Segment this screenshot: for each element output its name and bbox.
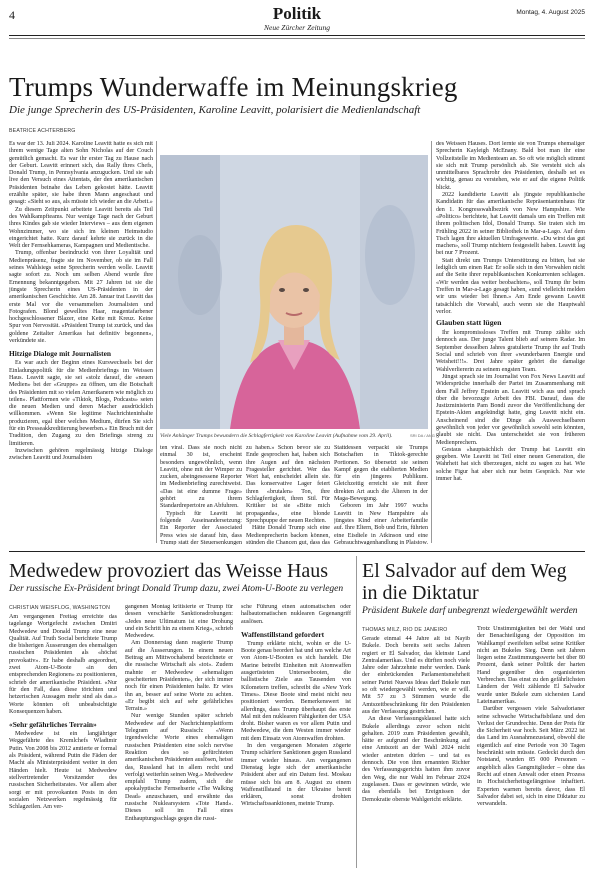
main-column-4 [334, 445, 428, 545]
main-col4-paras [334, 445, 428, 545]
paragraph: Es war der 13. Juli 2024. Karoline Leavitt hatte es sich mit ihrem wenige Tage alten Sohn Nicholas auf der Couch gemütlich gemacht. Es war ihr erster Tag zu Hause nach der Geburt. Leavitt erinnert sich, das Rally ihres Chefs, Donald Trump, in Pennsylvania anzugucken. Und sie sah live den Versuch eines Attentats, der den amerikanischen Präsidenten beinahe das Leben gekostet hätte. Leavitt erzählte später, sie habe ihren Mann angeschaut und gesagt: «Sieht so aus, als müsste ich wieder an die Arbeit.» [9, 141, 153, 206]
article3-headline: El Salvador auf dem Weg in die Diktatur [362, 560, 567, 604]
paragraph: zu haben.» Schon bevor sie zu Ende gesprochen hat, haben sich ihre Augen auf den nächsten Fragesteller gerichtet. Wer das Wort hat, entscheidet allein sie. Das konservative Lager feiert ihren «brutalen» Ton, ihre Schlagfertigkeit, ihren Stil. Für Kritiker ist sie «Bitte mich propaganda», eine blonde Sprechpuppe der neuen Rechten. [246, 445, 330, 524]
subhead-gefaehrliches-terrain: «Sehr gefährliches Terrain» [9, 720, 97, 730]
article3-dek: Präsident Bukele darf unbegrenzt wiedergewählt werden [362, 606, 578, 616]
photo-caption: Viele Anhänger Trumps bewundern die Schlagfertigkeit von Karoline Leavitt (Aufnahme vom 29. April). [160, 433, 393, 439]
paragraph: Trump, offenbar beeindruckt von ihrer Loyalität und Medienpräsenz, fragte sie im November, ob sie im Fall seines Wahlsiegs seine Sprecherin werden wolle. Leavitt sagte sofort zu. Noch um selben Abend wurde ihre Ernennung bekanntgegeben. Mit 27 Jahren ist sie die jüngste Sprecherin eines US-Präsidenten in der amerikanischen Geschichte. Am 28. Januar trat Leavitt das erste Mal vor die versammelten Journalisten und Fotografen. Blond gewelltes Haar, magentafarbener hochgeschlossener Blazer, eine Kette mit Kreuz. Keine Spur von Nervosität. «Präsident Trump ist zurück, und das goldene Zeitalter Amerikas hat definitiv begonnen», verkündete sie. [9, 250, 153, 345]
main-col5-paras [436, 141, 585, 316]
main-col1-paras [9, 141, 153, 345]
main-author: BEATRICE ACHTERBERG [9, 128, 76, 134]
main-column-2 [160, 445, 242, 545]
paragraph: ten viral. Dass sie noch nicht einmal 30 ist, erscheint besonders ungewöhnlich, wenn Leavitt, ohne mit der Wimper zu zucken, abeingesessene Reporter im Medienbriefing zurechtweist. «Das ist eine dumme Frage» gehört zu ihrem Standardrepertoire an Abfuhren. [160, 445, 242, 510]
subhead-hitzige-dialoge: Hitzige Dialoge mit Journalisten [9, 349, 112, 359]
article2-author: CHRISTIAN WEISFLOG, WASHINGTON [9, 605, 111, 611]
article2-col1-paras-b [9, 731, 117, 811]
paragraph: Geboren im Jahr 1997 wuchs Leavitt in New Hampshire als jüngstes Kind einer Arbeiterfamilie auf. Ihre Eltern, Bob und Erin, führten eine Eisdiele in Atkinson und eine Gebrauchtwagenhandlung in Plaistow. [334, 503, 428, 545]
article3-column-2 [477, 626, 585, 866]
article3-author: THOMAS MILZ, RIO DE JANEIRO [362, 627, 448, 633]
main-col3-paras [246, 445, 330, 545]
paragraph: Trump erklärte nicht, wohin er die U-Boote genau beordert hat und um welche Art von Atom-U-Booten es sich handelt. Die Marine betreibt Einheiten mit Atomwaffen ausgerüsteten Unterseebooten, die ballistische Ziele aus Tausenden von Kilometern treffen, schreibt die «New York Times». Diese Boote sind meist nicht neu positioniert werden. Bemerkenswert ist allerdings, dass Trump überhaupt das erste Mal mit den nuklearen Fähigkeiten der USA droht. Bisher waren es vor allem Putin und Medwedew, die dem Westen immer wieder mit dem Einsatz von Atomwaffen drohten. [241, 640, 351, 742]
paragraph: Statt direkt um Trumps Unterstützung zu bitten, bat sie lediglich um einen Rat: Er solle sich in den Vorwahlen nicht auf die Seite ihrer republikanischen Konkurrenten schlagen. «Wir werden das weiter beobachten», soll Trump ihr beim Treffen in Mar-a-Lago gesagt haben, «und vielleicht melden wir uns wieder bei Ihnen.» Am Ende gewann Leavitt tatsächlich die Vorwahl, auch wenn sie die Hauptwahl verlor. [436, 257, 585, 315]
paragraph: Nur wenige Stunden später schrieb Medwedew auf der Nachrichtenplattform Telegram auf Russisch: «Wenn irgendwelche Worte eines ehemaligen russischen Präsidenten eine solch nervöse Reaktion des so gefürchteten amerikanischen Präsidenten auslösen, heisst das, Russland hat in allem recht und verfolgt weiterhin seinen Weg.» Medwedew empfahl Trump zudem, sich die apokalyptische Fernsehserie «The Walking Dead» anzuschauen, und erwähnte das russische Nuklearsystem «Tote Hand». Dieses soll im Fall eines Enthauptungsschlags gegen die russi- [125, 713, 233, 822]
main-col2-paras [160, 445, 242, 545]
article2-col3-paras-b [241, 641, 351, 809]
column-divider [156, 141, 157, 543]
paragraph: Hätte Donald Trump sich eine Medienprecherin backen können, stünden die Chancen gut, dass das [246, 525, 330, 545]
paragraph: Medwedew ist ein langjähriger Weggefährte des Kremlchefs Wladimir Putin. Von 2008 bis 2012 amtierte er formal als Präsident, während Putin die Fäden der Macht als Ministerpräsident weiter in den Händen hielt. Heute ist Medwedew stellvertretender Vorsitzender des russischen Sicherheitsrates. Vor allem aber sorgt er mit provokanten Posts in den sozialen Netzwerken regelmässig für Schlagzeilen. Am ver- [9, 731, 117, 811]
header-rule [9, 35, 585, 36]
paragraph: Typisch für Leavitt ist folgende Auseinandersetzung: Ein Reporter der Associated Press wies sie darauf hin, dass Trump statt der Steuersenkungen [160, 510, 242, 545]
paragraph: Zu diesem Zeitpunkt arbeitete Leavitt bereits als Teil des Wahlkampfteams. Nur wenige Tage nach der Geburt ihres Kindes gab sie wieder Interviews – aus dem eigenen Wohnzimmer, wo sie sich im kleinen Heimstudio eingerichtet hatte. Kurz darauf kehrte sie zurück in die Welt der Fernsehkameras, Kampagnen und Medientische. [9, 206, 153, 250]
main-col5-paras-b [436, 330, 585, 483]
article3-column-1 [362, 636, 470, 866]
paragraph: Ihr kompromissloses Treffen mit Trump zählte sich dennoch aus. Der junge Talent blieb auf seinem Radar. Im September desselben Jahres gratulierte Trump ihr auf Truth Social und schrieb von ihrer «wunderbaren Energie und Weisheit!!!». Drei Jahre später gehört die damalige Wahlverliererin zu seinem engsten Team. [436, 330, 585, 373]
column-divider [356, 556, 357, 868]
subhead-waffenstillstand: Waffenstillstand gefordert [241, 629, 325, 639]
main-column-5 [436, 141, 585, 543]
main-column-1 [9, 141, 153, 543]
main-headline: Trumps Wunderwaffe im Meinungskrieg [9, 72, 458, 102]
issue-date: Montag, 4. August 2025 [516, 9, 585, 16]
paragraph: Darüber vergessen viele Salvadorianer seine schwache Wirtschaftsbilanz und den Verlust der Grundrechte. Denn der Preis für die Sicherheit war hoch. Seit März 2022 ist das Land im Ausnahmezustand, obwohl die eigentlich auf eine Periode von 30 Tagen beschränkt sein müsste. Gedeckt durch den Notstand, wurden 85 000 Personen – angeblich alles Gangmitglieder – ohne das Recht auf einen Anwalt oder einen Prozess in Hochsicherheitsgefängnisse inhaftiert. Experten warnen bereits davor, dass El Salvador dabei sei, sich in eine Diktatur zu verwandeln. [477, 706, 585, 808]
paragraph: Gerade einmal 44 Jahre alt ist Nayib Bukele. Doch bereits seit sechs Jahren regiert er El Salvador, das kleinste Land Zentralamerikas. Und es dürften noch viele Jahre oder Jahrzehnte mehr werden. Dank der einbrückenden Parlamentsmehrheit seiner Partei Nuevas Ideas darf Bukele nun so oft wiedergewählt werden, wie er will. Mit 57 zu 3 Stimmen wurde die Amtszeitbeschränkung für den Präsidenten aus der Verfassung gestrichen. [362, 636, 470, 715]
column-divider [431, 141, 432, 543]
paragraph: sche Führung einen automatischen oder halbautomatischen nuklearen Gegenangriff auslösen. [241, 604, 351, 625]
article3-col1-paras [362, 636, 470, 804]
article2-column-3 [241, 604, 351, 866]
page-number: 4 [9, 8, 15, 22]
main-dek: Die junge Sprecherin des US-Präsidenten, Karoline Leavitt, polarisiert die Medienlandschaft [9, 104, 421, 116]
photo-credit: SRI DA / ANG [410, 433, 435, 438]
article2-col3-paras [241, 604, 351, 626]
paragraph: Es war auch der Beginn eines Kurswechsels bei der Einladungspolitik für die Medienbriefings im Weissen Haus. Leavitt sagte, sie sei «stolz darauf, die «neuen Medien» bei der «Gruppe» zu öffnen, um die Botschaft des Präsidenten mit so vielen Amerikanern wie möglich zu teilen». Plattformen wie «Tiktok, Blogs, Podcasts» seien die neuen Medien und deren Macher ausdrücklich willkommen. «Wenn Sie legitime Nachrichteninhalte produzieren, egal über welches Medium, dürfen Sie sich für ein Presseakkreditierung bewerben.» Ein Bruch mit der Tradition, den Zugang zu den Briefings streng zu limitieren. [9, 360, 153, 447]
publication-name: Neue Zürcher Zeitung [264, 23, 330, 32]
paragraph: des Weissen Hauses. Dort lernte sie von Trumps ehemaliger Sprecherin Kayleigh McEnany. Bald bot man ihr eine Vollzeitstelle im Medienteam an. So oft wie möglich stimmt sie sich mit Trump persönlich ab. Sie versteht sich als unmittelbares Sprachrohr des Präsidenten, deshalb sei es wichtig, genau zu verstehen, wie er auf die eigene Politik blickt. [436, 141, 585, 191]
paragraph: An diese Verfassungsklausel hatte sich Bukele allerdings zuvor schon nicht gehalten. 2019 zum Präsidenten gewählt, hätte er aufgrund der Beschränkung auf eine Amtszeit an der Wahl 2024 nicht wieder antreten dürfen – und tat es dennoch. Die von ihm ernannten Richter des Verfassungsgerichts hatten ihm zuvor den Weg, die nur Wahl im Februar 2024 zugelassen. Dass er gewinnen würde, wie das ebenfalls bei Ereignissen der Demokratie oberste Wahlgericht erklärte. [362, 716, 470, 803]
section-rule [9, 551, 585, 552]
leavitt-photo-illustration [160, 155, 428, 429]
subhead-glauben: Glauben statt lügen [436, 318, 502, 328]
paragraph: Am Donnerstag dann reagierte Trump auf die Äusserungen. In einem neuen Beitrag am Mittwochabend bezeichnete er die russische Wirtschaft als «tot». Zudem mahnte er Medwedew «ehemaligen gescheiterten Präsidenten», der sich immer noch für einen Präsidenten halte. Er wies ihn an, besser auf seine Worte zu achten. «Er begibt sich auf sehr gefährliches Terrain.» [125, 640, 233, 713]
paragraph: Am vergangenen Freitag erreichte das tagelange Wortgefecht zwischen Dmitri Medwedew und Donald Trump eine neue Qualität. Auf Truth Social berichtete Trump die bisherigen Äusserungen des ehemaligen russischen Präsidenten als «höchst provokativ». Er habe deshalb angeordnet, zwei Atom-U-Boote «in den entsprechenden Regionen» zu positionieren, schrieb der amerikanische Präsident. «Nur für den Fall, dass diese törichten und hetzerischen Aussagen mehr sind als das.» Worte könnten oft unbeabsichtigte Konsequenzen haben. [9, 614, 117, 715]
article2-dek: Der russische Ex-Präsident bringt Donald Trump dazu, zwei Atom-U-Boote zu verlegen [9, 584, 344, 594]
paragraph: In den vergangenen Monaten zögerte Trump schärfere Sanktionen gegen Russland immer wieder hinaus. Am vergangenen Dienstag legte sich der amerikanische Präsident aber auf ein Datum fest. Moskau müsse sich bis am 8. August zu einem Waffenstillstand in der Ukraine bereit erklären, sonst drohten Wirtschaftssanktionen, meinte Trump. [241, 743, 351, 808]
main-col1-paras-b [9, 360, 153, 462]
paragraph: Inzwischen gehören regelmässig hitzige Dialoge zwischen Leavitt und Journalisten [9, 447, 153, 462]
article2-column-1 [9, 614, 117, 866]
article3-col2-paras [477, 626, 585, 808]
paragraph: Jüngst sprach sie im Journalist von Fox News Leavitt auf Widersprüche innerhalb der Partei im Zusammenhang mit dem Fall Jeffrey Epstein an. Leavitt wich aus und sprach über die bevorzugte Arbeit des FBI. Darauf, dass die Justizministerin Pam Bondi zuvor die Veröffentlichung der Epstein-Akten angekündigt hatte, ging Leavitt nicht ein. Anscheinend sind die Dinge als Auswechselbaren gewöhnlich von jeder vor gewöhnlich sowohl sein könnten, glaubt sie nicht. Das unterscheidet sie von früheren Medienprechern. [436, 373, 585, 446]
paragraph: Gestaus «hauptsächlich der Trump hat Leavitt ein gegeben. Wie Leavitt ist Teil einer neuen Generation, die Wahrheit hat sich überzeugen, nicht zu sagen zu hat. Wie solche Figur hat aber sich nur beim Gespräch. Nur wie immer hat. [436, 446, 585, 483]
paragraph: Trotz Unstimmigkeiten bei der Wahl und der Benachteiligung der Opposition im Wahlkampf zweifelten selbst seine Kritiker nicht an Bukeles Sieg. Denn seit Jahren liegen seine Zustimmungswerte bei über 80 Prozent, dank seiner Politik der harten Hand gegenüber den organisierten Verbrechen. Das einst zu den gefährlichsten Ländern der Welt zählende El Salvador wurde unter Bukele zum sichersten Land Lateinamerikas. [477, 626, 585, 705]
paragraph: 2022 kandidierte Leavitt als jüngste republikanische Kandidatin für das amerikanische Repräsentantenhaus für den 1. Kongresswahlbezirk von New Hampshire. Wie «Politico» berichtete, hat Leavitt damals um ein Treffen mit ihrem politischen Idol, Donald Trump. Sie traten sich im Frühling 2022 in seiner Bibliothek in Mar-a-Lago. Auf dem Tisch lagen ihre aktuellen Umfragewerte. «Du wirst das gut machen», soll Trump nüchtern festgestellt haben. Leavitt lag bei nur 7 Prozent. [436, 192, 585, 257]
article2-col1-paras [9, 614, 117, 716]
leavitt-photo [160, 155, 428, 429]
article2-col2-paras [125, 604, 233, 823]
article2-column-2 [125, 604, 233, 866]
main-column-3 [246, 445, 330, 545]
article2-headline: Medwedew provoziert das Weisse Haus [9, 560, 329, 582]
paragraph: Stattdessen verpackt sie Trumps Botschaften in Tiktok-gerechte Portionen. So übersetzt sie seinen Kampf gegen die etablierten Medien für ein jüngeres Publikum. Gleichzeitig erreicht sie mit ihrer direkten Art auch die Älteren in der Maga-Bewegung. [334, 445, 428, 503]
header-rule-2 [9, 38, 585, 39]
paragraph: gangenen Montag kritisierte er Trump für dessen verschärfte Sanktionsdrohungen: «Jedes neue Ultimatum ist eine Drohung und ein Schritt hin zu einem Krieg», schrieb Medwedew. [125, 604, 233, 640]
section-title: Politik [272, 4, 322, 23]
